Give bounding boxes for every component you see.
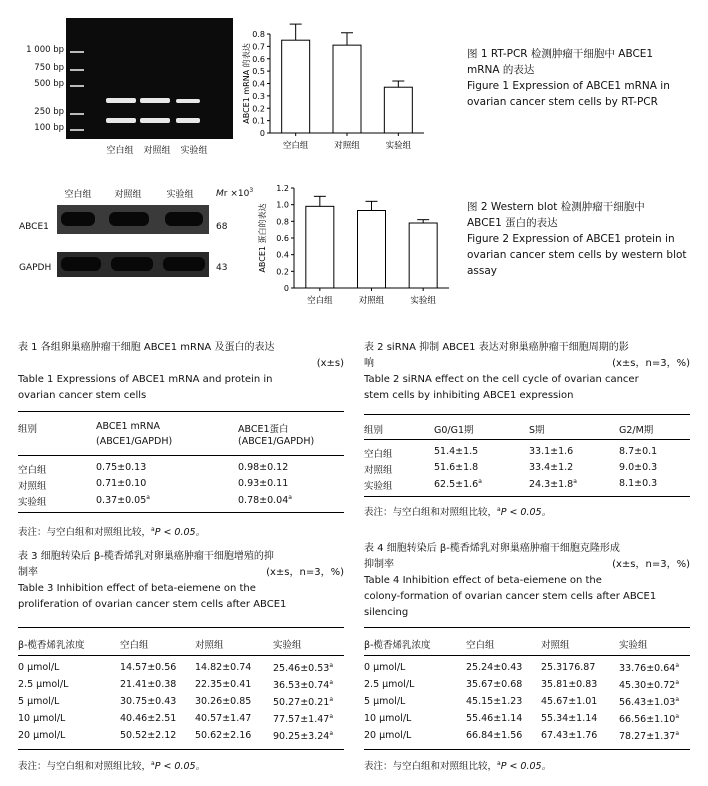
- table-title-en: Table 3 Inhibition effect of beta-eiemene on the: [18, 583, 256, 594]
- table-cell: 0.37±0.05$^a$: [96, 494, 150, 507]
- gel-lane-label: 对照组: [143, 146, 171, 156]
- table-4: [364, 541, 690, 621]
- ladder-label: 100 bp: [34, 123, 64, 133]
- table-cell: [466, 696, 522, 707]
- cell-value: 40.46±2.51: [120, 713, 177, 724]
- bar: [358, 211, 386, 289]
- table-cell: 对照组: [18, 481, 47, 492]
- caption-line: mRNA 的表达: [467, 64, 535, 76]
- bar: [384, 87, 412, 133]
- table-cell: 0.98±0.12: [238, 462, 289, 473]
- table-title-line: [18, 565, 344, 581]
- table-cell: [195, 713, 251, 724]
- table-cell: 25.46±0.53$^a$: [273, 662, 333, 675]
- ladder-band: [70, 69, 84, 71]
- table-title-en: silencing: [364, 607, 409, 618]
- cell-value: 55.46±1.14: [466, 713, 523, 724]
- caption-line: ovarian cancer stem cells by RT-PCR: [467, 96, 658, 108]
- cell-value: 45.67±1.01: [541, 696, 598, 707]
- table-header: (ABCE1/GAPDH): [238, 436, 315, 447]
- table-cell: 8.1±0.3: [619, 478, 658, 489]
- table-1-grid: [18, 411, 344, 521]
- table-unit: (x±s): [316, 358, 344, 369]
- gel-band: [176, 118, 200, 123]
- figure-1-caption: [467, 46, 670, 110]
- table-1: [18, 340, 344, 404]
- table-rule: [364, 627, 690, 628]
- table-cell: 0.78±0.04$^a$: [238, 494, 292, 507]
- y-tick-label: 0.5: [252, 67, 265, 77]
- cell-value: 0 μmol/L: [364, 662, 406, 673]
- table-cell: 62.5±1.6$^a$: [434, 478, 482, 491]
- cell-value: 20 μmol/L: [364, 730, 412, 741]
- western-blot-gapdh: [57, 252, 209, 277]
- table-unit: (x±s，n=3，%): [266, 567, 344, 578]
- table-cell: [18, 696, 59, 707]
- table-title: 制率: [18, 567, 38, 578]
- table-header: 对照组: [195, 640, 224, 651]
- table-cell: 36.53±0.74$^a$: [273, 679, 333, 692]
- gel-lane-label: 实验组: [180, 146, 208, 156]
- table-header: G0/G1期: [434, 425, 474, 436]
- table-cell: [541, 696, 597, 707]
- table-note: 表注：与空白组和对照组比较，$^a$P < 0.05。: [364, 759, 552, 772]
- table-cell: 77.57±1.47$^a$: [273, 713, 333, 726]
- table-note: 表注：与空白组和对照组比较，$^a$P < 0.05。: [18, 525, 206, 538]
- table-rule: [18, 512, 344, 513]
- table-title-en: Table 2 siRNA effect on the cell cycle of ovarian cancer: [364, 374, 639, 385]
- table-cell: [120, 696, 176, 707]
- gel-band: [106, 98, 136, 103]
- cell-value: 78.27±1.37: [619, 731, 676, 743]
- table-cell: 51.4±1.5: [434, 446, 479, 457]
- table-header: S期: [529, 425, 545, 436]
- table-cell: [541, 730, 597, 741]
- table-cell: 56.43±1.03$^a$: [619, 696, 679, 709]
- table-title-en: colony-formation of ovarian cancer stem cells after ABCE1: [364, 591, 657, 602]
- x-tick-label: 实验组: [410, 296, 436, 306]
- table-note: 表注：与空白组和对照组比较，$^a$P < 0.05。: [364, 505, 552, 518]
- y-tick-label: 0.7: [252, 42, 265, 52]
- table-cell: [18, 713, 65, 724]
- table-header: 组别: [18, 424, 38, 435]
- caption-line: Figure 2 Expression of ABCE1 protein in: [467, 233, 675, 245]
- table-title: 表 4 细胞转染后 β-榄香烯乳对卵巢癌肿瘤干细胞克隆形成: [364, 543, 620, 554]
- table-cell: [541, 713, 597, 724]
- y-tick-label: 0.6: [252, 54, 265, 64]
- cell-value: 25.24±0.43: [466, 662, 523, 673]
- table-cell: [364, 730, 411, 741]
- y-tick-label: 1.2: [276, 184, 289, 193]
- cell-value: 62.5±1.6: [434, 479, 479, 491]
- y-axis-label: ABCE1 蛋白的表达: [258, 203, 267, 273]
- cell-value: 21.41±0.38: [120, 679, 177, 690]
- y-tick-label: 0.8: [276, 217, 289, 227]
- cell-value: 14.82±0.74: [195, 662, 252, 673]
- cell-value: 22.35±0.41: [195, 679, 252, 690]
- blot-mr-value: 43: [216, 263, 228, 273]
- table-header: β-榄香烯乳浓度: [364, 640, 431, 651]
- note-p: P < 0.05。: [500, 761, 552, 772]
- figure-2-caption: [467, 199, 687, 279]
- mr-symbol: M: [216, 189, 224, 199]
- y-tick-label: 0.2: [252, 104, 265, 114]
- table-cell: [466, 713, 522, 724]
- y-tick-label: 1.0: [276, 200, 289, 210]
- caption-line: ABCE1 蛋白的表达: [467, 217, 558, 229]
- table-cell: 对照组: [364, 465, 393, 476]
- cell-value: 45.15±1.23: [466, 696, 523, 707]
- note-p: P < 0.05。: [500, 507, 552, 518]
- y-tick-label: 0.2: [276, 267, 289, 277]
- table-header: 空白组: [120, 640, 149, 651]
- cell-value: 56.43±1.03: [619, 697, 676, 709]
- cell-value: 0.78±0.04: [238, 495, 289, 507]
- blot-lane-label: 空白组: [64, 190, 92, 200]
- blot-lane-label: 实验组: [166, 190, 194, 200]
- table-header: G2/M期: [619, 425, 654, 436]
- blot-band: [111, 257, 153, 271]
- table-header: β-榄香烯乳浓度: [18, 640, 85, 651]
- table-cell: [364, 662, 405, 673]
- table-4-grid: [364, 627, 690, 757]
- caption-line: assay: [467, 265, 498, 277]
- ladder-band: [70, 113, 84, 115]
- y-tick-label: 0.4: [276, 250, 289, 260]
- table-rule: [18, 655, 344, 656]
- note-text: 表注：与空白组和对照组比较，: [18, 761, 152, 772]
- table-cell: [541, 679, 597, 690]
- table-cell: 24.3±1.8$^a$: [529, 478, 577, 491]
- cell-value: 25.46±0.53: [273, 663, 330, 675]
- cell-value: 50.62±2.16: [195, 730, 252, 741]
- table-cell: 0.93±0.11: [238, 478, 289, 489]
- table-header: ABCE1蛋白: [238, 424, 289, 435]
- cell-value: 36.53±0.74: [273, 680, 330, 692]
- blot-mr-value: 68: [216, 222, 228, 232]
- table-rule: [18, 627, 344, 628]
- caption-line: 图 1 RT-PCR 检测肿瘤干细胞中 ABCE1: [467, 48, 654, 60]
- gel-band: [140, 118, 170, 123]
- table-title: 响: [364, 358, 374, 369]
- table-title-en: stem cells by inhibiting ABCE1 expression: [364, 390, 574, 401]
- blot-band: [165, 212, 203, 226]
- table-cell: 78.27±1.37$^a$: [619, 730, 679, 743]
- table-cell: 51.6±1.8: [434, 462, 479, 473]
- cell-value: 33.76±0.64: [619, 663, 676, 675]
- table-title-en: ovarian cancer stem cells: [18, 390, 147, 401]
- table-cell: [466, 730, 522, 741]
- y-tick-label: 0.3: [252, 91, 265, 101]
- table-cell: [18, 679, 68, 690]
- table-cell: [195, 662, 251, 673]
- table-note: 表注：与空白组和对照组比较，$^a$P < 0.05。: [18, 759, 206, 772]
- x-tick-label: 对照组: [334, 141, 360, 151]
- blot-band: [61, 212, 95, 226]
- bar: [306, 206, 334, 288]
- table-title: 表 3 细胞转染后 β-榄香烯乳对卵巢癌肿瘤干细胞增殖的抑: [18, 551, 274, 562]
- cell-value: 25.3176.87: [541, 662, 596, 673]
- table-cell: 45.30±0.72$^a$: [619, 679, 679, 692]
- blot-band: [61, 257, 101, 271]
- ladder-label: 1 000 bp: [26, 45, 64, 55]
- cell-value: 10 μmol/L: [364, 713, 412, 724]
- mrna-bar-chart: [238, 22, 433, 162]
- caption-line: ovarian cancer stem cells by western blot: [467, 249, 687, 261]
- mr-label: [216, 187, 253, 199]
- table-cell: [120, 679, 176, 690]
- table-cell: [120, 662, 176, 673]
- table-3: [18, 549, 344, 613]
- table-unit: (x±s，n=3，%): [612, 358, 690, 369]
- cell-value: 77.57±1.47: [273, 714, 330, 726]
- ladder-band: [70, 129, 84, 131]
- table-header: 空白组: [466, 640, 495, 651]
- table-rule: [364, 655, 690, 656]
- cell-value: 2.5 μmol/L: [18, 679, 69, 690]
- table-cell: [18, 730, 65, 741]
- cell-value: 0 μmol/L: [18, 662, 60, 673]
- table-rule: [18, 749, 344, 750]
- note-p: P < 0.05。: [154, 761, 206, 772]
- note-text: 表注：与空白组和对照组比较，: [18, 527, 152, 538]
- blot-band: [163, 257, 205, 271]
- gel-band: [140, 98, 170, 103]
- table-title-line: [364, 557, 690, 573]
- table-cell: 9.0±0.3: [619, 462, 658, 473]
- table-cell: 0.71±0.10: [96, 478, 147, 489]
- blot-band: [109, 212, 149, 226]
- cell-value: 30.75±0.43: [120, 696, 177, 707]
- table-title-en: proliferation of ovarian cancer stem cells after ABCE1: [18, 599, 287, 610]
- caption-line: Figure 1 Expression of ABCE1 mRNA in: [467, 80, 670, 92]
- cell-value: 5 μmol/L: [18, 696, 60, 707]
- mr-unit: r ×10: [223, 189, 250, 199]
- table-cell: [195, 696, 251, 707]
- table-2: [364, 340, 690, 404]
- table-cell: [364, 696, 405, 707]
- ladder-label: 500 bp: [34, 79, 64, 89]
- table-cell: 33.1±1.6: [529, 446, 574, 457]
- mr-exponent: 3: [249, 187, 254, 194]
- table-cell: 33.76±0.64$^a$: [619, 662, 679, 675]
- table-title-line: [364, 356, 690, 372]
- protein-bar-chart: [254, 180, 454, 318]
- table-header: (ABCE1/GAPDH): [96, 436, 173, 447]
- table-title: 表 1 各组卵巢癌肿瘤干细胞 ABCE1 mRNA 及蛋白的表达: [18, 342, 275, 353]
- bar: [409, 223, 437, 288]
- x-tick-label: 空白组: [282, 141, 309, 151]
- cell-value: 0.37±0.05: [96, 495, 147, 507]
- table-rule: [364, 439, 690, 440]
- cell-value: 35.81±0.83: [541, 679, 598, 690]
- agarose-gel-image: [66, 18, 233, 139]
- table-header: ABCE1 mRNA: [96, 421, 161, 432]
- gel-lane-label: 空白组: [106, 146, 134, 156]
- table-title: 表 2 siRNA 抑制 ABCE1 表达对卵巢癌肿瘤干细胞周期的影: [364, 342, 629, 353]
- cell-value: 66.84±1.56: [466, 730, 523, 741]
- cell-value: 14.57±0.56: [120, 662, 177, 673]
- x-tick-label: 空白组: [307, 296, 333, 306]
- table-cell: [120, 713, 176, 724]
- table-cell: 50.27±0.21$^a$: [273, 696, 333, 709]
- cell-value: 10 μmol/L: [18, 713, 66, 724]
- table-unit: (x±s，n=3，%): [612, 559, 690, 570]
- note-p: P < 0.05。: [154, 527, 206, 538]
- bar: [333, 45, 361, 133]
- table-cell: 实验组: [18, 497, 47, 508]
- table-header: 对照组: [541, 640, 570, 651]
- table-title-en: Table 4 Inhibition effect of beta-eiemene on the: [364, 575, 602, 586]
- x-tick-label: 实验组: [385, 141, 412, 151]
- table-header: 组别: [364, 425, 384, 436]
- cell-value: 66.56±1.10: [619, 714, 676, 726]
- ladder-label: 250 bp: [34, 107, 64, 117]
- table-cell: 空白组: [364, 449, 393, 460]
- western-blot-abce1: [57, 205, 209, 234]
- table-cell: [364, 713, 411, 724]
- table-rule: [364, 414, 690, 415]
- table-cell: [466, 662, 522, 673]
- note-text: 表注：与空白组和对照组比较，: [364, 761, 498, 772]
- table-cell: [195, 730, 251, 741]
- y-tick-label: 0: [259, 129, 265, 138]
- y-tick-label: 0.6: [276, 234, 289, 243]
- x-tick-label: 对照组: [358, 296, 385, 306]
- y-axis-label: ABCE1 mRNA 的表达: [242, 43, 251, 124]
- ladder-band: [70, 85, 84, 87]
- table-cell: [364, 679, 414, 690]
- table-rule: [364, 496, 690, 497]
- cell-value: 30.26±0.85: [195, 696, 252, 707]
- blot-lane-label: 对照组: [114, 190, 142, 200]
- ladder-band: [70, 51, 84, 53]
- table-rule: [18, 411, 344, 412]
- table-cell: 90.25±3.24$^a$: [273, 730, 333, 743]
- y-tick-label: 0.1: [252, 116, 265, 126]
- blot-row-label: GAPDH: [19, 263, 52, 273]
- table-cell: 8.7±0.1: [619, 446, 658, 457]
- cell-value: 2.5 μmol/L: [364, 679, 415, 690]
- table-3-grid: [18, 627, 344, 757]
- table-cell: 实验组: [364, 481, 393, 492]
- cell-value: 24.3±1.8: [529, 479, 574, 491]
- table-header: 实验组: [273, 640, 302, 651]
- cell-value: 67.43±1.76: [541, 730, 598, 741]
- note-text: 表注：与空白组和对照组比较，: [364, 507, 498, 518]
- cell-value: 90.25±3.24: [273, 731, 330, 743]
- table-header: 实验组: [619, 640, 648, 651]
- table-cell: [18, 662, 59, 673]
- table-2-grid: [364, 414, 690, 504]
- table-cell: 66.56±1.10$^a$: [619, 713, 679, 726]
- table-cell: [120, 730, 176, 741]
- cell-value: 50.27±0.21: [273, 697, 330, 709]
- table-cell: [195, 679, 251, 690]
- table-cell: [466, 679, 522, 690]
- table-rule: [18, 455, 344, 456]
- caption-line: 图 2 Western blot 检测肿瘤干细胞中: [467, 201, 645, 213]
- y-tick-label: 0.8: [252, 30, 265, 39]
- cell-value: 55.34±1.14: [541, 713, 598, 724]
- gel-band: [106, 118, 136, 123]
- table-cell: 33.4±1.2: [529, 462, 574, 473]
- cell-value: 50.52±2.12: [120, 730, 177, 741]
- cell-value: 35.67±0.68: [466, 679, 523, 690]
- table-cell: 空白组: [18, 465, 47, 476]
- cell-value: 20 μmol/L: [18, 730, 66, 741]
- cell-value: 45.30±0.72: [619, 680, 676, 692]
- table-rule: [364, 749, 690, 750]
- cell-value: 40.57±1.47: [195, 713, 252, 724]
- blot-row-label: ABCE1: [19, 222, 49, 232]
- y-tick-label: 0: [283, 284, 289, 293]
- bar: [282, 40, 310, 133]
- table-title: 抑制率: [364, 559, 394, 570]
- cell-value: 5 μmol/L: [364, 696, 406, 707]
- table-title-en: Table 1 Expressions of ABCE1 mRNA and protein in: [18, 374, 273, 385]
- table-cell: 0.75±0.13: [96, 462, 147, 473]
- table-cell: [541, 662, 595, 673]
- y-tick-label: 0.4: [252, 79, 265, 89]
- gel-band: [176, 99, 200, 103]
- ladder-label: 750 bp: [34, 63, 64, 73]
